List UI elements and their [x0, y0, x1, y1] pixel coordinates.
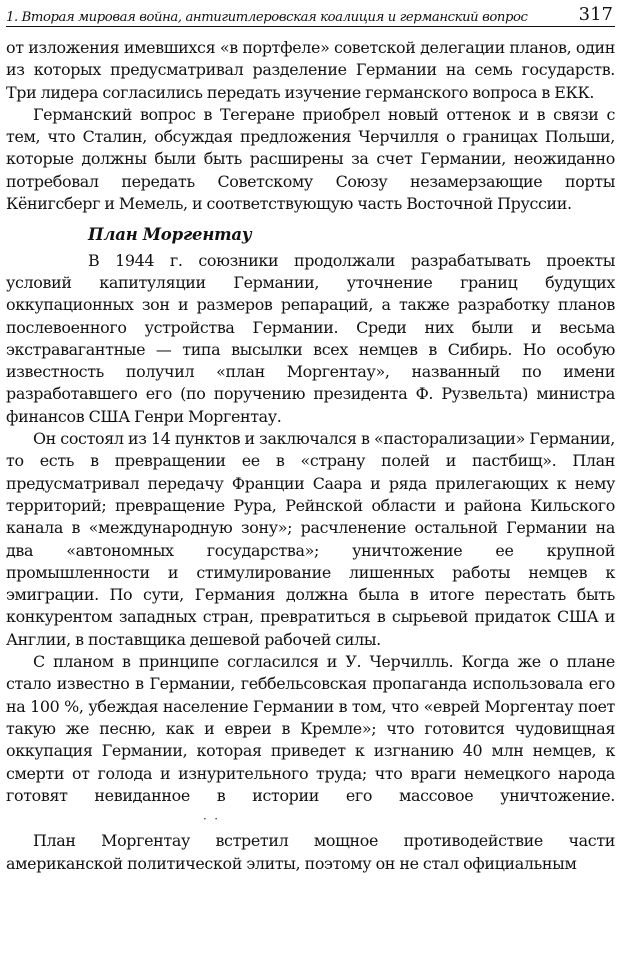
paragraph-tehran: Германский вопрос в Тегеране приобрел новый оттенок и в связи с тем, что Сталин, обсуждая предложения Черчилля о границах Польши, которые должны были быть расширены за счет Германии, неожиданно потребовал передать Советскому Союзу незамерзающие порты Кёнигсберг и Мемель, и соответствующую часть Восточной Пруссии. — [6, 104, 615, 214]
page-number: 317 — [578, 4, 613, 25]
section-heading: План Моргентау — [88, 225, 252, 245]
paragraph-1944: В 1944 г. союзники продолжали разрабатывать проекты условий капитуляции Германии, уточнение границ будущих оккупационных зон и размеров репараций, а также разработку планов послевоенного устройства Германии. Среди них были и весьма экстравагантные — типа высылки всех немцев в Сибирь. Но особую известность получил «план Моргентау», названный по имени разработавшего его (по поручению президента Ф. Рузвельта) министра финансов США Генри Моргентау. — [6, 250, 615, 426]
body-text — [6, 37, 615, 875]
paragraph-opposition: План Моргентау встретил мощное противодействие части американской политической элиты, поэтому он не стал официальным — [6, 831, 615, 873]
paragraph-continuation: от изложения имевшихся «в портфеле» советской делегации планов, один из которых предусматривал разделение Германии на семь государств. Три лидера согласились передать изучение германского вопроса в ЕКК. — [6, 38, 615, 102]
stray-mark: · · — [203, 812, 221, 827]
running-title: 1. Вторая мировая война, антигитлеровская коалиция и германский вопрос — [6, 9, 528, 25]
paragraph-churchill-text: С планом в принципе согласился и У. Черчилль. Когда же о плане стало известно в Германии, геббельсовская пропаганда использовала его на 100 %, убеждая население Германии в том, что «еврей Моргентау поет такую же песню, как и евреи в Кремле»; что готовится чудовищная оккупация Германии, которая приведет к изгнанию 40 млн немцев, к смерти от голода и изнурительного труда; что враги немецкого народа готовят невиданное в истории его массовое уничтожение. — [6, 652, 615, 805]
running-header — [6, 0, 615, 27]
paragraph-14-points: Он состоял из 14 пунктов и заключался в «пасторализации» Германии, то есть в превращении ее в «страну полей и пастбищ». План предусматривал передачу Франции Саара и ряда прилегающих к нему территорий; превращение Рура, Рейнской области и района Кильского канала в «международную зону»; расчленение остальной Германии на два «автономных государства»; уничтожение ее крупной промышленности и стимулирование лишенных работы немцев к эмиграции. По сути, Германия должна была в итоге перестать быть конкурентом западных стран, превратиться в сырьевой придаток США и Англии, в поставщика дешевой рабочей силы. — [6, 429, 615, 649]
paragraph-churchill — [6, 651, 615, 830]
